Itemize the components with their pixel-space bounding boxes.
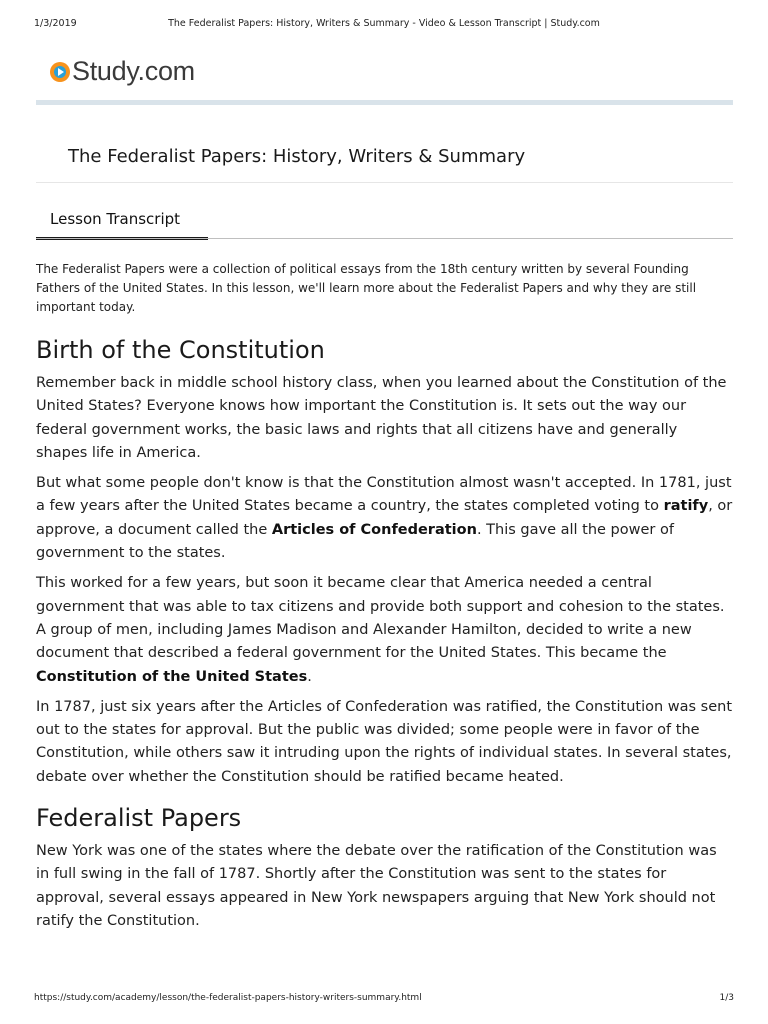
page-title: The Federalist Papers: History, Writers & Summary xyxy=(68,146,526,167)
term-ratify: ratify xyxy=(663,498,709,515)
paragraph: This worked for a few years, but soon it became clear that America needed a central government that was able to tax citizens and provide both support and cohesion to the states. A group of men, including James Madison and Alexander Hamilton, decided to write a new document that described a federal government for the United States. This became the Constitution of the United States. xyxy=(36,575,725,685)
paragraph: But what some people don't know is that the Constitution almost wasn't accepted. In 1781, just a few years after the United States became a country, the states completed voting to ratify, or approve, a document called the Articles of Confederation. This gave all the power of government to the states. xyxy=(36,475,733,562)
paragraph: New York was one of the states where the debate over the ratification of the Constitution was in full swing in the fall of 1787. Shortly after the Constitution was sent to the states for approval, several essays appeared in New York newspapers arguing that New York should not ratify the Constitution. xyxy=(36,843,717,929)
section-heading-federalist-papers: Federalist Papers xyxy=(36,804,242,833)
lesson-intro: The Federalist Papers were a collection of political essays from the 18th century written by several Founding Fathers of the United States. In this lesson, we'll learn more about the Federalist Papers and why they are still important today. xyxy=(36,262,697,314)
header-divider xyxy=(36,100,733,105)
print-page-title: The Federalist Papers: History, Writers & Summary - Video & Lesson Transcript | Study.com xyxy=(168,18,600,29)
transcript-content xyxy=(36,260,733,940)
tab-divider xyxy=(36,238,733,239)
paragraph: Remember back in middle school history class, when you learned about the Constitution of the United States? Everyone knows how important the Constitution is. It sets out the way our federal government works, the basic laws and rights that all citizens have and generally shapes life in America. xyxy=(36,375,727,461)
term-articles-of-confederation: Articles of Confederation xyxy=(271,521,477,538)
print-url: https://study.com/academy/lesson/the-federalist-papers-history-writers-summary.html xyxy=(34,993,422,1003)
study-logo[interactable] xyxy=(50,56,195,87)
print-header xyxy=(34,18,734,32)
title-divider xyxy=(36,182,733,183)
term-constitution: Constitution of the United States xyxy=(36,668,308,685)
tab-lesson-transcript[interactable]: Lesson Transcript xyxy=(36,210,208,240)
page-number: 1/3 xyxy=(719,993,734,1003)
study-logo-icon xyxy=(50,62,70,82)
section-heading-birth: Birth of the Constitution xyxy=(36,336,325,364)
paragraph: In 1787, just six years after the Articles of Confederation was ratified, the Constitution was sent out to the states for approval. But the public was divided; some people were in favor of the Constitution, while others saw it intruding upon the rights of individual states. In several states, debate over whether the Constitution should be ratified became heated. xyxy=(36,698,733,785)
print-date: 1/3/2019 xyxy=(34,18,77,29)
logo-text: Study.com xyxy=(72,56,195,86)
